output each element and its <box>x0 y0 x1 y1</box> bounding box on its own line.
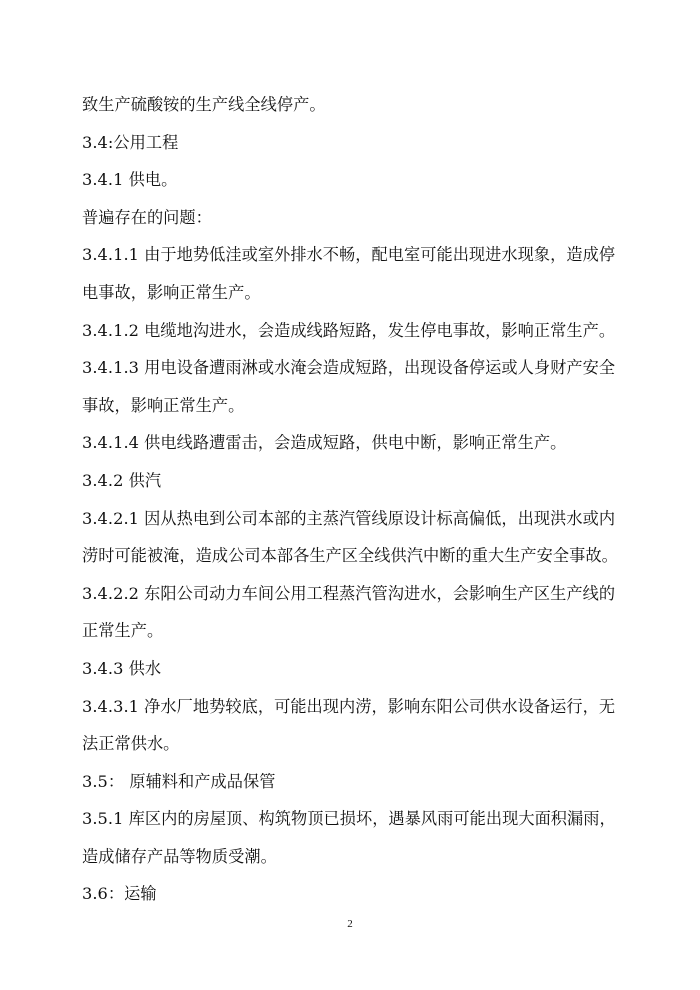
document-body <box>82 86 630 913</box>
section-heading: 3.4:公用工程 <box>82 132 179 152</box>
text-line: 3.4.2.2 东阳公司动力车间公用工程蒸汽管沟进水，会影响生产区生产线的 <box>82 583 616 603</box>
text-line: 3.5.1 库区内的房屋顶、构筑物顶已损坏，遇暴风雨可能出现大面积漏雨， <box>82 809 616 829</box>
text-line: 3.4.3.1 净水厂地势较底，可能出现内涝，影响东阳公司供水设备运行，无 <box>82 696 616 716</box>
text-line: 普遍存在的问题： <box>82 207 212 227</box>
text-line: 造成储存产品等物质受潮。 <box>82 846 277 866</box>
section-heading: 3.6：运输 <box>82 884 157 904</box>
text-line: 3.4.1.1 由于地势低洼或室外排水不畅，配电室可能出现进水现象，造成停 <box>82 245 616 265</box>
section-heading: 3.4.1 供电。 <box>82 170 178 190</box>
text-line: 3.4.2.1 因从热电到公司本部的主蒸汽管线原设计标高偏低，出现洪水或内 <box>82 508 616 528</box>
text-line: 3.4.1.3 用电设备遭雨淋或水淹会造成短路，出现设备停运或人身财产安全 <box>82 358 616 378</box>
section-heading: 3.4.3 供水 <box>82 658 162 678</box>
text-line: 涝时可能被淹，造成公司本部各生产区全线供汽中断的重大生产安全事故。 <box>82 546 618 566</box>
text-line: 致生产硫酸铵的生产线全线停产。 <box>82 95 326 114</box>
text-line: 事故，影响正常生产。 <box>82 395 245 415</box>
text-line: 正常生产。 <box>82 621 164 641</box>
text-line: 法正常供水。 <box>82 734 180 754</box>
page-number: 2 <box>347 918 353 930</box>
text-line: 3.4.1.4 供电线路遭雷击，会造成短路，供电中断，影响正常生产。 <box>82 433 567 453</box>
section-heading: 3.5： 原辅料和产成品保管 <box>82 771 276 791</box>
text-line: 3.4.1.2 电缆地沟进水，会造成线路短路，发生停电事故，影响正常生产。 <box>82 320 616 340</box>
text-line: 电事故，影响正常生产。 <box>82 282 261 302</box>
section-heading: 3.4.2 供汽 <box>82 470 162 490</box>
